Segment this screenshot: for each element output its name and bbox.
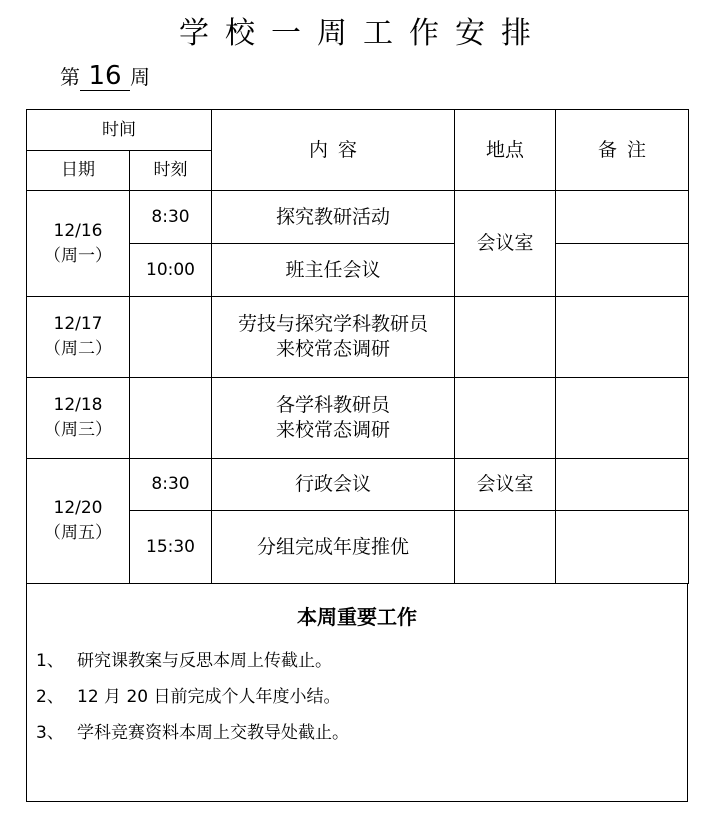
item-content — [212, 378, 455, 459]
day-date-cell — [27, 378, 130, 459]
list-item-text: 研究课教案与反思本周上传截止。 — [77, 651, 332, 671]
week-suffix: 周 — [130, 65, 150, 89]
list-item-index: 3、 — [36, 723, 64, 743]
item-remark — [556, 191, 689, 244]
header-content: 内容 — [212, 110, 455, 191]
item-time: 10:00 — [130, 244, 212, 297]
header-time: 时间 — [27, 110, 212, 151]
day-weekday: （周二） — [44, 339, 112, 359]
item-time: 8:30 — [130, 191, 212, 244]
header-location: 地点 — [455, 110, 556, 191]
important-work-section — [26, 583, 688, 802]
item-content — [212, 297, 455, 378]
item-location — [455, 297, 556, 378]
list-item-text: 12 月 20 日前完成个人年度小结。 — [77, 687, 341, 707]
week-number-value: 16 — [80, 62, 130, 91]
week-prefix: 第 — [60, 65, 80, 89]
item-content: 分组完成年度推优 — [212, 511, 455, 584]
item-remark — [556, 297, 689, 378]
item-remark — [556, 511, 689, 584]
list-item-text: 学科竞赛资料本周上交教导处截止。 — [77, 723, 349, 743]
important-work-list — [27, 643, 687, 751]
list-item — [27, 643, 687, 679]
schedule-table — [26, 109, 689, 584]
item-content-line: 来校常态调研 — [275, 338, 390, 360]
header-row — [27, 110, 689, 151]
day-weekday: （周五） — [44, 523, 112, 543]
page-title: 学校一周工作安排 — [179, 16, 547, 51]
item-content-line: 来校常态调研 — [275, 419, 390, 441]
list-item-index: 2、 — [36, 687, 64, 707]
item-location: 会议室 — [455, 191, 556, 297]
item-content: 班主任会议 — [212, 244, 455, 297]
item-content: 探究教研活动 — [212, 191, 455, 244]
item-remark — [556, 244, 689, 297]
item-time — [130, 378, 212, 459]
item-remark — [556, 378, 689, 459]
week-number — [60, 62, 150, 92]
day-date: 12/20 — [53, 498, 103, 518]
day-weekday: （周一） — [44, 245, 112, 266]
item-time: 8:30 — [130, 459, 212, 511]
item-content-line: 劳技与探究学科教研员 — [237, 313, 428, 335]
list-item — [27, 679, 687, 715]
day-date: 12/16 — [53, 220, 103, 241]
important-work-title: 本周重要工作 — [297, 605, 417, 629]
day-date-cell — [27, 459, 130, 584]
table-row — [27, 459, 689, 511]
table-row — [27, 378, 689, 459]
item-location — [455, 511, 556, 584]
item-time: 15:30 — [130, 511, 212, 584]
item-remark — [556, 459, 689, 511]
list-item-index: 1、 — [36, 651, 64, 671]
header-date: 日期 — [27, 151, 130, 191]
day-date: 12/18 — [53, 395, 103, 415]
item-content: 行政会议 — [212, 459, 455, 511]
list-item — [27, 715, 687, 751]
item-location: 会议室 — [455, 459, 556, 511]
day-date-cell — [27, 191, 130, 297]
item-time — [130, 297, 212, 378]
day-weekday: （周三） — [44, 420, 112, 440]
day-date: 12/17 — [53, 314, 103, 334]
table-row — [27, 297, 689, 378]
item-content-line: 各学科教研员 — [275, 394, 390, 416]
header-clock: 时刻 — [130, 151, 212, 191]
header-remark: 备注 — [556, 110, 689, 191]
table-row — [27, 191, 689, 244]
day-date-cell — [27, 297, 130, 378]
item-location — [455, 378, 556, 459]
